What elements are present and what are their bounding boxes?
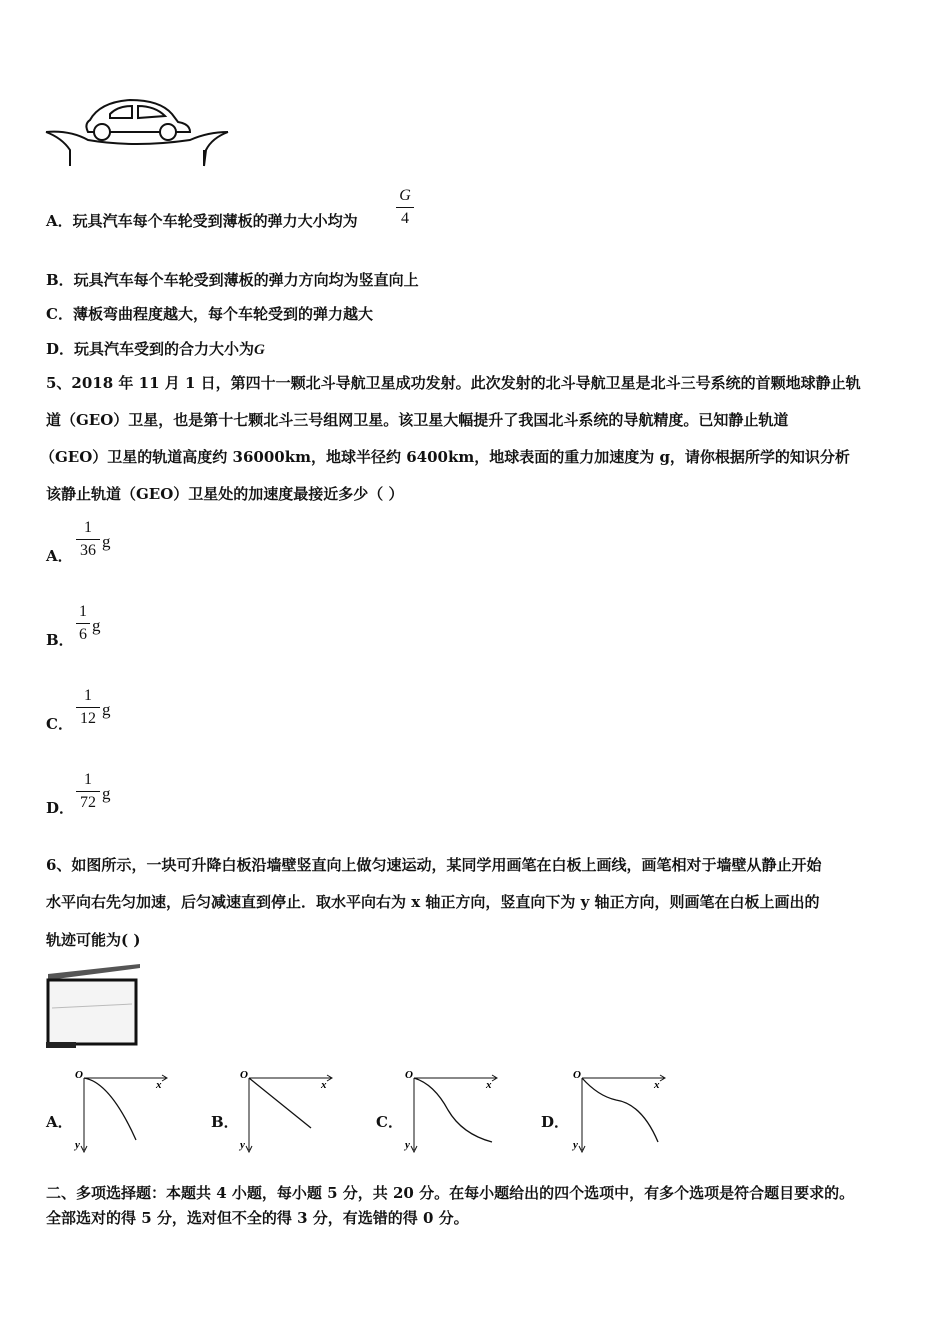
fraction-denominator: 72 xyxy=(80,794,96,811)
q6-line-3: 轨迹可能为( ) xyxy=(46,931,141,949)
q5-option-a-unit: g xyxy=(102,532,111,551)
q4-option-d-variable: G xyxy=(254,342,265,358)
q6-graph-d xyxy=(568,1066,668,1154)
q6-graph-a-label: A． xyxy=(46,1113,73,1131)
q4-option-b: B．玩具汽车每个车轮受到薄板的弹力方向均为竖直向上 xyxy=(46,271,419,289)
q5-line-2: 道（GEO）卫星，也是第十七颗北斗三号组网卫星。该卫星大幅提升了我国北斗系统的导航精度。已知静止轨道 xyxy=(46,411,789,429)
q5-option-c-unit: g xyxy=(102,700,111,719)
axis-x-label: x xyxy=(156,1079,162,1091)
q5-option-c-fraction xyxy=(76,686,100,729)
q4-option-a xyxy=(46,210,358,232)
q6-graph-a xyxy=(70,1066,170,1154)
fraction-numerator: G xyxy=(399,187,411,204)
q5-option-c-label: C． xyxy=(46,715,73,733)
axis-origin-label: O xyxy=(573,1069,581,1081)
axis-y-label: y xyxy=(405,1139,410,1151)
axis-y-label: y xyxy=(240,1139,245,1151)
q4-option-d xyxy=(46,338,265,361)
trajectory-curve-a xyxy=(84,1078,136,1140)
q5-line-3: （GEO）卫星的轨道高度约 36000km，地球半径约 6400km，地球表面的重力加速度为 g，请你根据所学的知识分析 xyxy=(40,448,850,466)
fraction-numerator: 1 xyxy=(84,771,92,788)
section2-line-2: 全部选对的得 5 分，选对但不全的得 3 分，有选错的得 0 分。 xyxy=(46,1209,469,1227)
q5-option-a-fraction xyxy=(76,518,100,561)
q4-option-a-text: A．玩具汽车每个车轮受到薄板的弹力大小均为 xyxy=(46,212,358,230)
q4-option-c: C．薄板弯曲程度越大，每个车轮受到的弹力越大 xyxy=(46,305,373,323)
axis-x-label: x xyxy=(486,1079,492,1091)
trajectory-curve-d xyxy=(582,1078,658,1142)
trajectory-line-b xyxy=(249,1078,311,1128)
q5-option-b-fraction xyxy=(76,602,90,645)
section2-line-1: 二、多项选择题：本题共 4 小题，每小题 5 分，共 20 分。在每小题给出的四个选项中，有多个选项是符合题目要求的。 xyxy=(46,1184,855,1202)
q5-option-b-label: B． xyxy=(46,631,74,649)
axis-y-label: y xyxy=(75,1139,80,1151)
axis-origin-label: O xyxy=(240,1069,248,1081)
q6-graph-c xyxy=(400,1066,500,1154)
toy-car-figure xyxy=(40,92,235,172)
q5-option-d-fraction xyxy=(76,770,100,813)
fraction-denominator: 36 xyxy=(80,542,96,559)
q4-option-d-text: D．玩具汽车受到的合力大小为 xyxy=(46,340,255,358)
fraction-denominator: 12 xyxy=(80,710,96,727)
fraction-denominator: 6 xyxy=(79,626,87,643)
q6-graph-c-label: C． xyxy=(376,1113,403,1131)
fraction-denominator: 4 xyxy=(401,210,409,227)
q6-line-2: 水平向右先匀加速，后匀减速直到停止．取水平向右为 x 轴正方向，竖直向下为 y 轴正方向，则画笔在白板上画出的 xyxy=(46,893,820,911)
axis-origin-label: O xyxy=(75,1069,83,1081)
trajectory-curve-c xyxy=(414,1078,492,1142)
axis-x-label: x xyxy=(654,1079,660,1091)
fraction-numerator: 1 xyxy=(79,603,87,620)
q5-option-a-label: A． xyxy=(46,547,73,565)
axis-y-label: y xyxy=(573,1139,578,1151)
q5-option-d-label: D． xyxy=(46,799,75,817)
q6-graph-b-label: B． xyxy=(211,1113,239,1131)
axis-x-label: x xyxy=(321,1079,327,1091)
whiteboard-figure xyxy=(44,960,144,1050)
q5-option-d-unit: g xyxy=(102,784,111,803)
axis-origin-label: O xyxy=(405,1069,413,1081)
q6-line-1: 6、如图所示，一块可升降白板沿墙壁竖直向上做匀速运动，某同学用画笔在白板上画线，画笔相对于墙壁从静止开始 xyxy=(46,856,822,874)
q6-graph-d-label: D． xyxy=(541,1113,570,1131)
q5-option-b-unit: g xyxy=(92,616,101,635)
fraction-numerator: 1 xyxy=(84,519,92,536)
fraction-numerator: 1 xyxy=(84,687,92,704)
q5-line-4: 该静止轨道（GEO）卫星处的加速度最接近多少（ ） xyxy=(46,485,404,503)
q6-graph-b xyxy=(235,1066,335,1154)
q4-option-a-fraction xyxy=(396,186,414,229)
q5-line-1: 5、2018 年 11 月 1 日，第四十一颗北斗导航卫星成功发射。此次发射的北斗导航卫星是北斗三号系统的首颗地球静止轨 xyxy=(46,374,861,392)
